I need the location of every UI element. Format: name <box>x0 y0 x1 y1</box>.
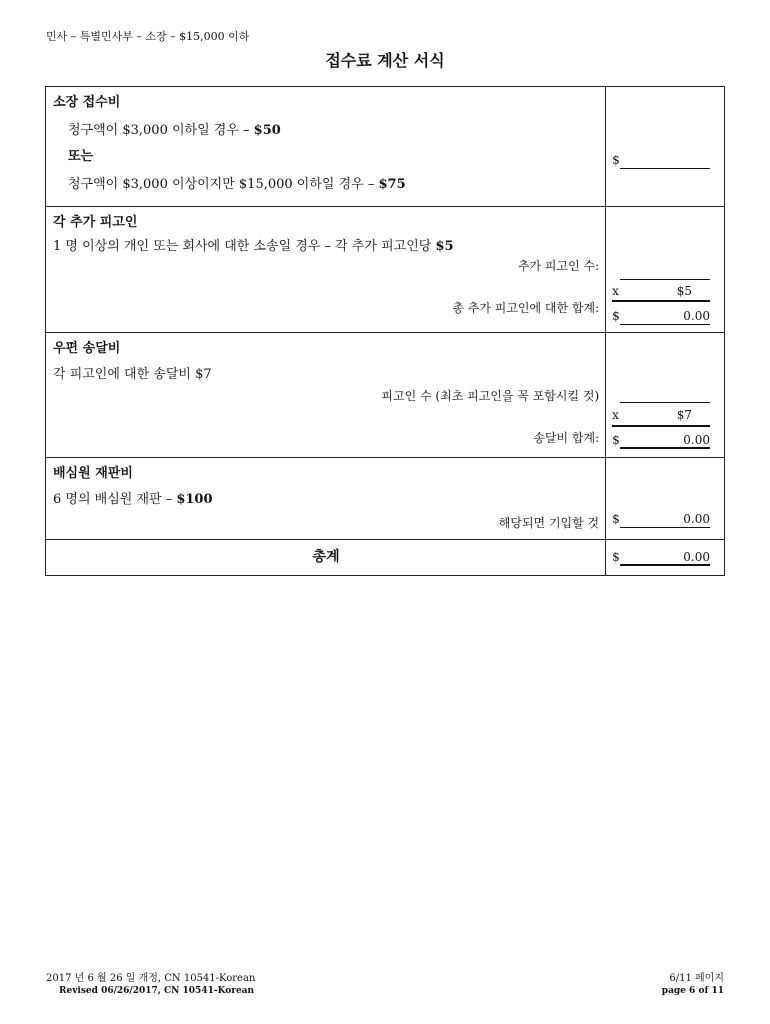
postage-row <box>46 333 725 458</box>
filing-fee-row <box>46 87 725 207</box>
postage-count-field[interactable] <box>620 402 710 403</box>
additional-defendants-total: 0.00 <box>683 309 710 323</box>
underline <box>620 324 710 325</box>
grand-total-field[interactable] <box>612 548 710 566</box>
additional-defendants-multiplier <box>612 282 710 300</box>
multiplier-divider <box>612 425 710 427</box>
postage-total-field[interactable] <box>612 431 710 449</box>
postage-total-label: 송달비 합계: <box>533 431 600 445</box>
additional-defendants-amount-cell <box>606 207 725 333</box>
filing-fee-option-2-amount: $75 <box>378 177 406 192</box>
grand-total-amount-cell <box>606 540 725 576</box>
page-title: 접수료 계산 서식 <box>325 51 445 70</box>
additional-defendants-total-label: 총 추가 피고인에 대한 합계: <box>452 301 600 315</box>
multiplier-value: $5 <box>676 284 692 298</box>
postage-amount-cell <box>606 333 725 458</box>
grand-total-row <box>46 540 725 576</box>
filing-fee-description <box>46 87 606 207</box>
multiplier-divider <box>612 300 710 302</box>
jury-amount: 0.00 <box>683 512 710 526</box>
jury-rule-amount: $100 <box>176 492 213 507</box>
dollar-sign: $ <box>612 309 620 323</box>
multiply-sign: x <box>612 284 619 298</box>
additional-defendants-rule-text: 1 명 이상의 개인 또는 회사에 대한 소송일 경우 – 각 추가 피고인당 <box>53 239 436 254</box>
additional-defendants-rule-amount: $5 <box>435 239 454 254</box>
postage-title: 우편 송달비 <box>53 341 121 356</box>
filing-fee-option-2-text: 청구액이 $3,000 이상이지만 $15,000 이하일 경우 – <box>68 177 379 192</box>
postage-rule: 각 피고인에 대한 송달비 $7 <box>53 367 212 382</box>
filing-fee-amount-field[interactable] <box>612 151 710 169</box>
additional-defendants-description <box>46 207 606 333</box>
dollar-sign: $ <box>612 433 620 447</box>
additional-defendants-row <box>46 207 725 333</box>
multiply-sign: x <box>612 408 619 422</box>
filing-fee-title: 소장 접수비 <box>53 95 121 110</box>
jury-amount-field[interactable] <box>612 510 710 528</box>
footer-page-ko: 6/11 페이지 <box>669 973 724 984</box>
additional-defendants-title: 각 추가 피고인 <box>53 215 138 230</box>
jury-row <box>46 458 725 540</box>
grand-total-amount: 0.00 <box>683 550 710 564</box>
postage-count-label: 피고인 수 (최초 피고인을 꼭 포함시킬 것) <box>381 389 600 403</box>
filing-fee-amount-cell <box>606 87 725 207</box>
additional-defendants-count-field[interactable] <box>620 279 710 280</box>
dollar-sign: $ <box>612 512 620 526</box>
footer-page-number <box>662 972 724 998</box>
underline <box>620 527 710 528</box>
filing-fee-option-2 <box>53 175 599 195</box>
underline <box>620 447 710 449</box>
jury-description <box>46 458 606 540</box>
jury-amount-cell <box>606 458 725 540</box>
filing-fee-or: 또는 <box>68 149 94 164</box>
footer-revision <box>46 972 255 998</box>
dollar-sign: $ <box>612 153 620 167</box>
filing-fee-option-1 <box>53 121 599 141</box>
dollar-sign: $ <box>612 550 620 564</box>
postage-total: 0.00 <box>683 433 710 447</box>
jury-rule-text: 6 명의 배심원 재판 – <box>53 492 177 507</box>
jury-applicable-label: 해당되면 기입할 것 <box>498 516 600 530</box>
underline <box>620 168 710 169</box>
jury-rule <box>53 490 599 510</box>
jury-title: 배심원 재판비 <box>53 466 133 481</box>
postage-description <box>46 333 606 458</box>
postage-multiplier <box>612 406 710 424</box>
additional-defendants-total-field[interactable] <box>612 307 710 325</box>
footer-revision-ko: 2017 년 6 월 26 일 개정, CN 10541-Korean <box>46 973 256 984</box>
fee-calculation-table <box>45 86 725 576</box>
footer-page-en: page 6 of 11 <box>661 986 724 996</box>
form-breadcrumb: 민사 – 특별민사부 – 소장 – $15,000 이하 <box>46 30 250 43</box>
multiplier-value: $7 <box>676 408 692 422</box>
underline <box>620 564 710 566</box>
filing-fee-option-1-amount: $50 <box>253 123 281 138</box>
filing-fee-option-1-text: 청구액이 $3,000 이하일 경우 – <box>68 123 254 138</box>
additional-defendants-count-label: 추가 피고인 수: <box>517 259 600 273</box>
grand-total-label: 총계 <box>312 549 340 565</box>
additional-defendants-rule <box>53 237 599 257</box>
grand-total-label-cell <box>46 540 606 576</box>
footer-revision-en: Revised 06/26/2017, CN 10541-Korean <box>59 986 255 996</box>
